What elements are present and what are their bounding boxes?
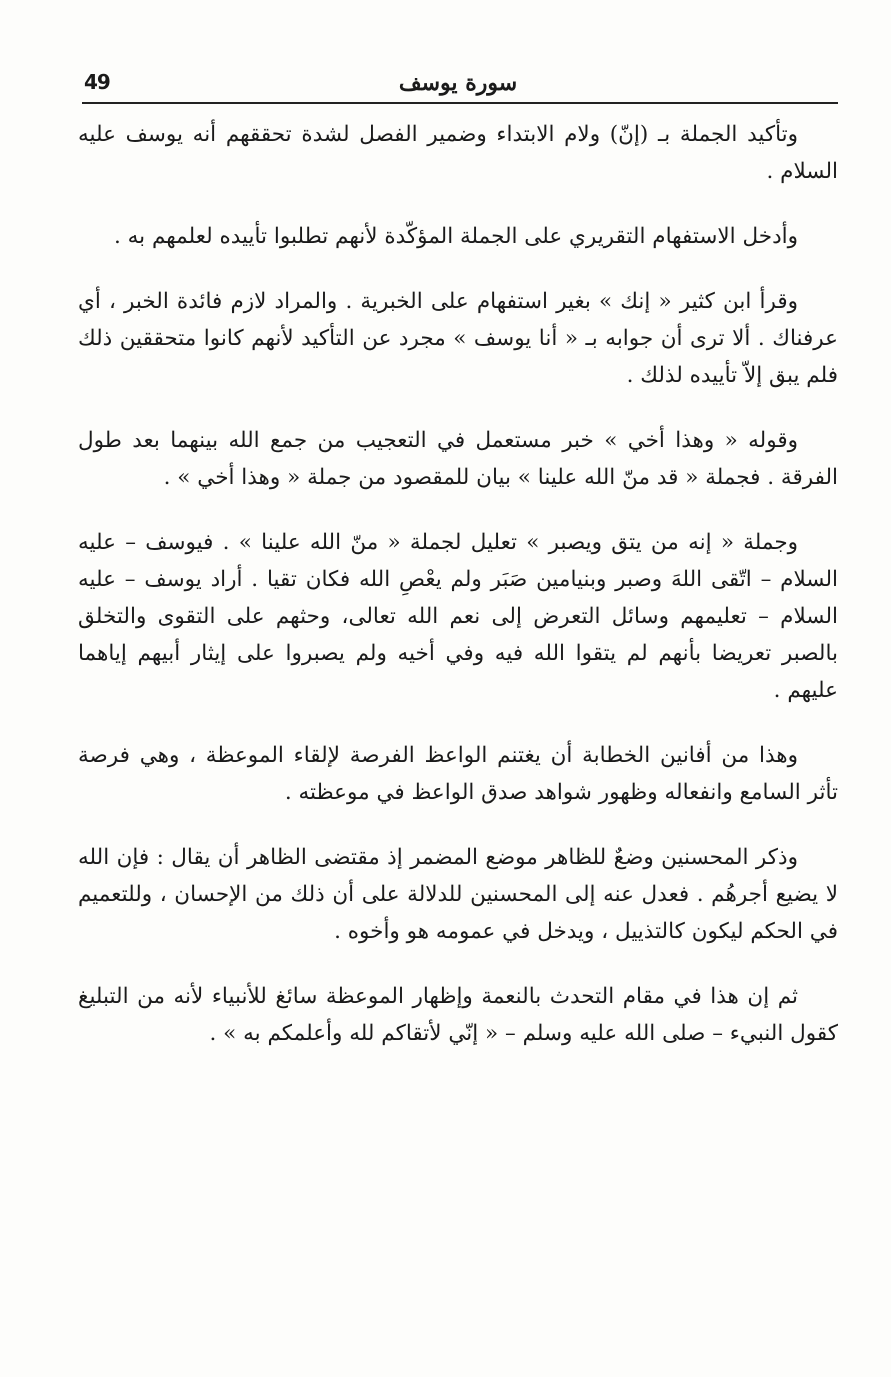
paragraph: ثم إن هذا في مقام التحدث بالنعمة وإظهار الموعظة سائغ للأنبياء لأنه من التبليغ كقول النبيء – صلى الله عليه وسلم – « إنّي لأتقاكم لله وأعلمكم به » .	[78, 984, 838, 1046]
paragraph: وقوله « وهذا أخي » خبر مستعمل في التعجيب من جمع الله بينهما بعد طول الفرقة . فجملة « قد منّ الله علينا » بيان للمقصود من جملة « وهذا أخي » .	[78, 428, 838, 490]
page-number: 49	[84, 70, 110, 94]
paragraph: وأدخل الاستفهام التقريري على الجملة المؤكّدة لأنهم تطلبوا تأييده لعلمهم به .	[113, 224, 798, 249]
page-body	[78, 116, 838, 1052]
header-rule	[82, 102, 838, 104]
page-header	[78, 64, 838, 102]
paragraph: وهذا من أفانين الخطابة أن يغتنم الواعظ الفرصة لإلقاء الموعظة ، وهي فرصة تأثر السامع وانفعاله وظهور شواهد صدق الواعظ في موعظته .	[78, 743, 838, 805]
running-title: سورة يوسف	[398, 70, 518, 96]
paragraph: وقرأ ابن كثير « إنك » بغير استفهام على الخبرية . والمراد لازم فائدة الخبر ، أي عرفناك . ألا ترى أن جوابه بـ « أنا يوسف » مجرد عن التأكيد لأنهم كانوا متحققين ذلك فلم يبق إلاّ تأييده لذلك .	[78, 289, 838, 388]
paragraph: وذكر المحسنين وضعٌ للظاهر موضع المضمر إذ مقتضى الظاهر أن يقال : فإن الله لا يضيع أجرهُم . فعدل عنه إلى المحسنين للدلالة على أن ذلك من الإحسان ، وللتعميم في الحكم ليكون كالتذييل ، ويدخل في عمومه هو وأخوه .	[78, 845, 838, 944]
book-page	[78, 64, 838, 1344]
paragraph: وتأكيد الجملة بـ (إنّ) ولام الابتداء وضمير الفصل لشدة تحققهم أنه يوسف عليه السلام .	[78, 122, 838, 184]
paragraph: وجملة « إنه من يتق ويصبر » تعليل لجملة « منّ الله علينا » . فيوسف – عليه السلام – اتّقى اللهَ وصبر وبنيامين صَبَر ولم يعْصِ الله فكان تقيا . أراد يوسف – عليه السلام – تعليمهم وسائل التعرض إلى نعم الله تعالى، وحثهم على التقوى والتخلق بالصبر تعريضا بأنهم لم يتقوا الله فيه وفي أخيه ولم يصبروا على إيثار أبيهم إياهما عليهم .	[78, 530, 838, 703]
